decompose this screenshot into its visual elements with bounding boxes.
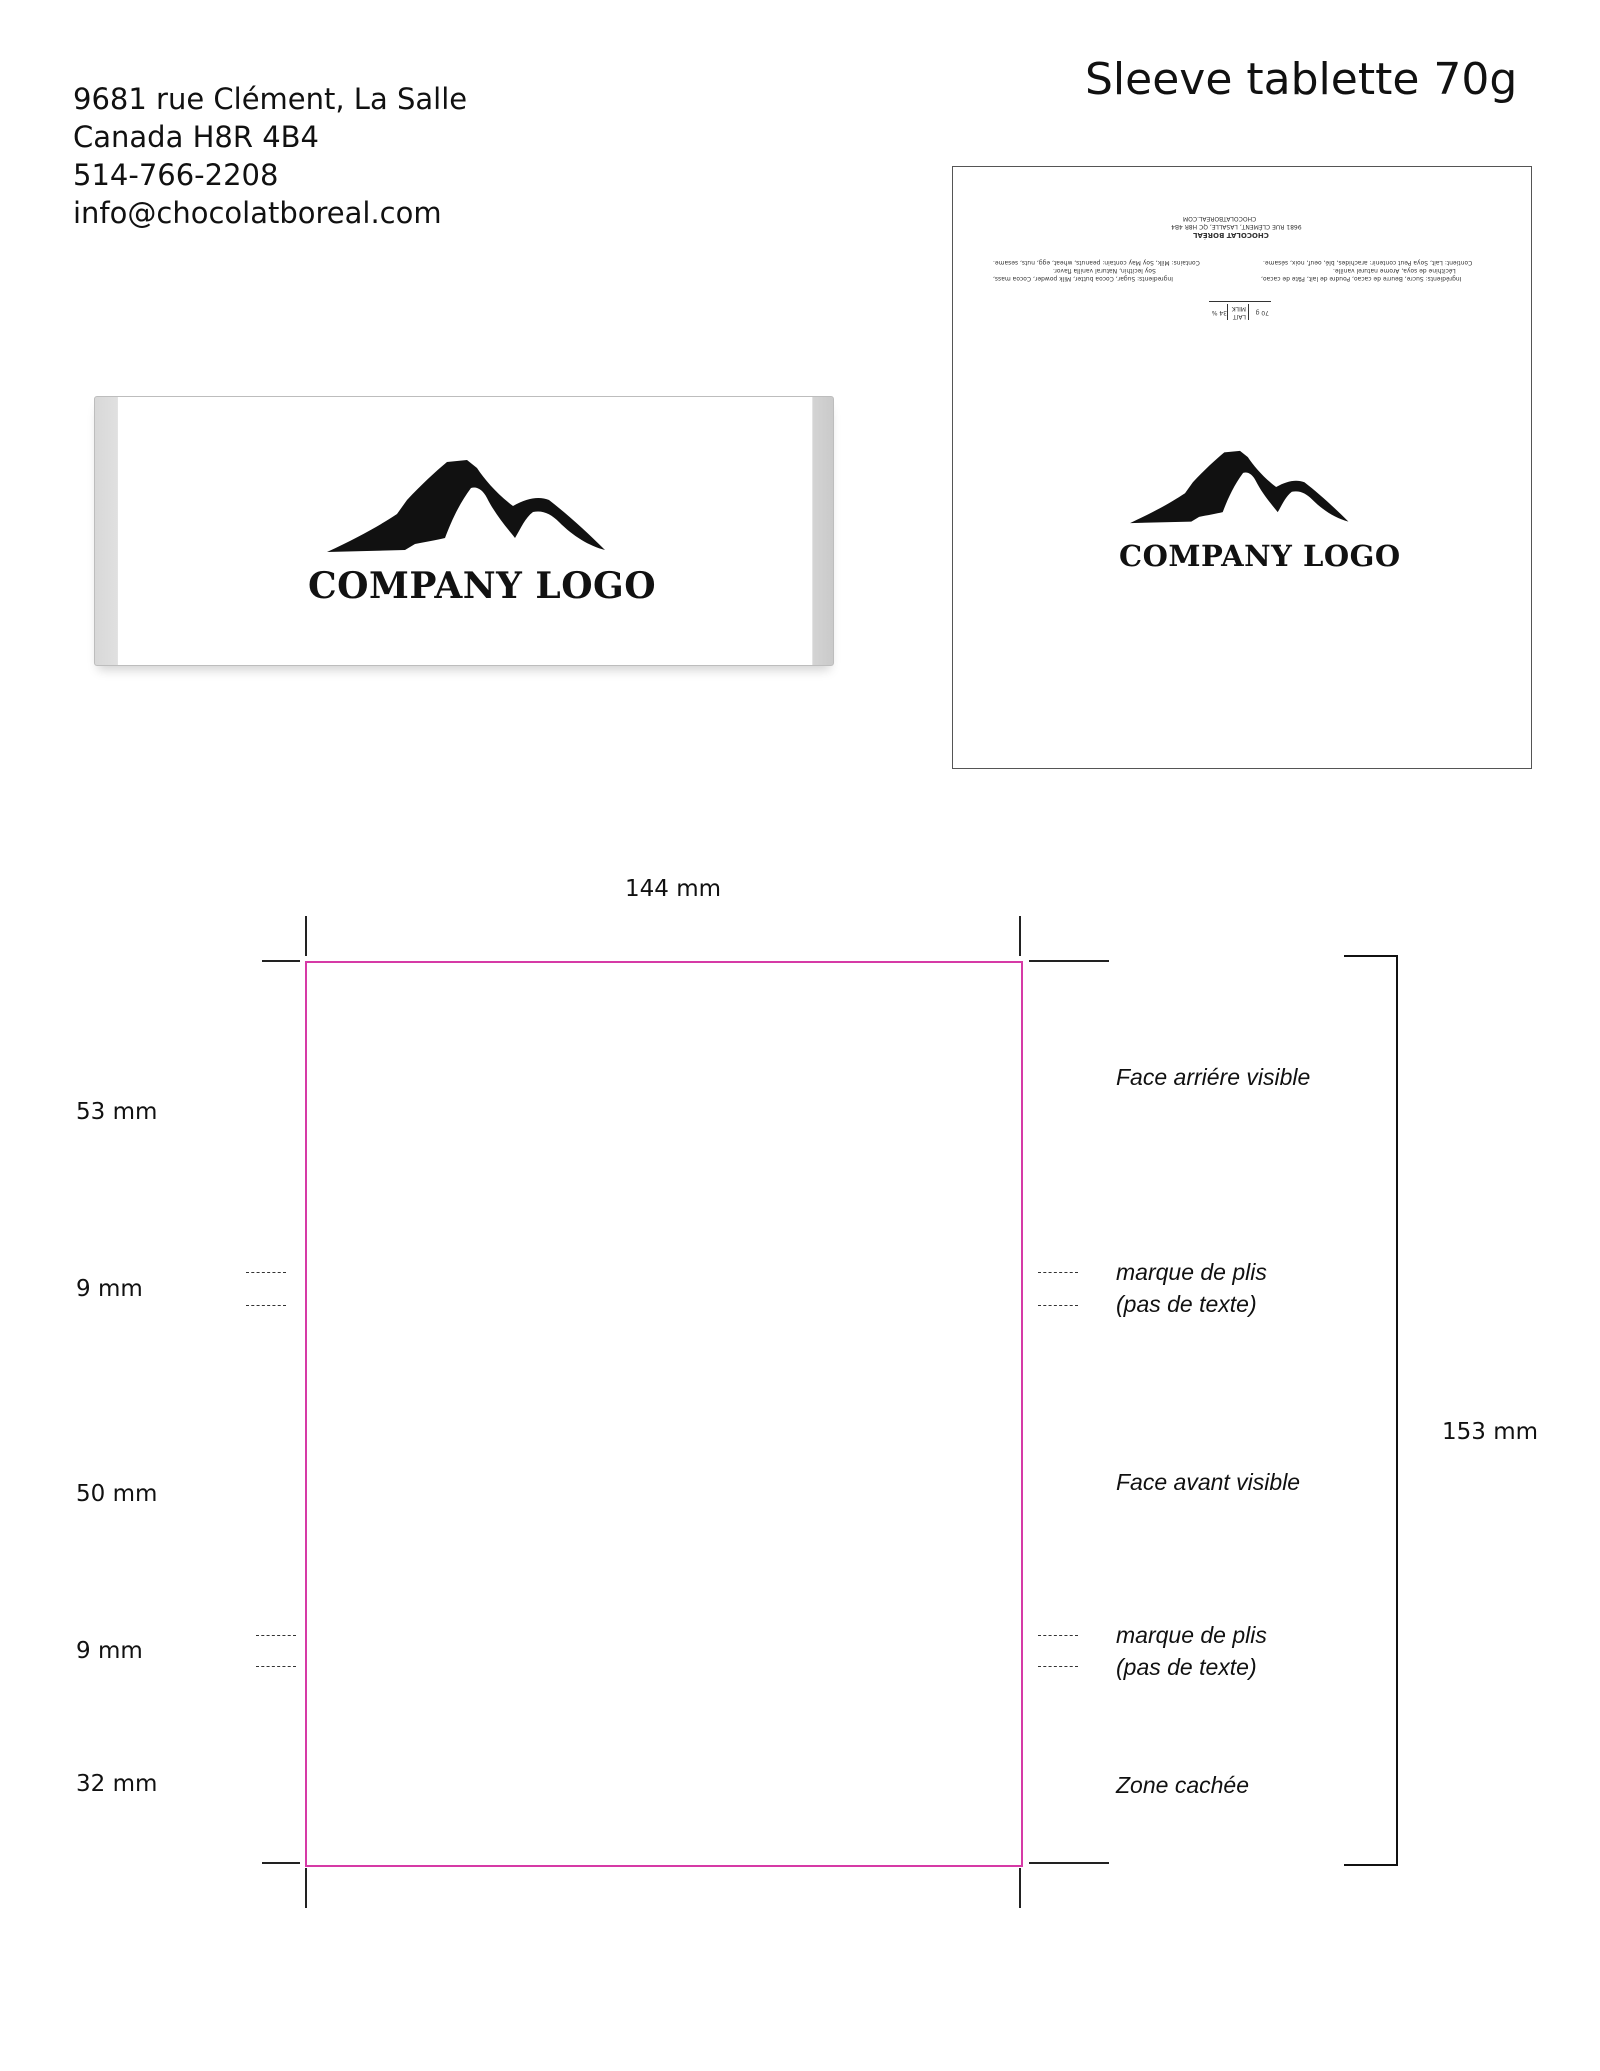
- preview-ingredients-en: Ingredients: Sugar, Cocoa butter, Milk powder, Cocoa mass,: [993, 275, 1174, 282]
- logo-text: COMPANY LOGO: [308, 565, 657, 607]
- section-4-dimension: 9 mm: [76, 1638, 143, 1664]
- section-3-dimension: 50 mm: [76, 1481, 158, 1507]
- mountain-icon: [1130, 449, 1350, 525]
- preview-company-name: CHOCOLAT BORÉAL: [1193, 231, 1269, 239]
- preview-contains-fr: Contient: Lait, Soya Peut contenir: arachides, blé, oeuf, noix, sésame.: [1263, 259, 1473, 266]
- note-front-face: Face avant visible: [1116, 1469, 1301, 1495]
- preview-ingredients-fr: Ingrédients: Sucre, Beurre de cacao, Poudre de lait, Pâte de cacao,: [1261, 275, 1462, 282]
- crop-mark: [262, 1862, 300, 1864]
- preview-contains-en: Contains: Milk, Soy May contain: peanuts, wheat, egg, nuts, sesame.: [993, 259, 1200, 266]
- fold-mark: [256, 1635, 296, 1636]
- crop-mark: [305, 916, 307, 956]
- crop-mark: [1019, 916, 1021, 956]
- section-1-dimension: 53 mm: [76, 1099, 158, 1125]
- logo-text: COMPANY LOGO: [1119, 539, 1401, 573]
- note-fold-2-line-1: marque de plis: [1116, 1622, 1267, 1648]
- address-line-1: 9681 rue Clément, La Salle: [73, 82, 468, 116]
- sheet-title: Sleeve tablette 70g: [1085, 54, 1518, 105]
- email-address: info@chocolatboreal.com: [73, 196, 442, 230]
- crop-mark: [1029, 960, 1109, 962]
- fold-mark: [246, 1305, 286, 1306]
- mountain-icon: [327, 458, 607, 554]
- fold-mark: [246, 1272, 286, 1273]
- crop-mark: [262, 960, 300, 962]
- fold-mark: [1038, 1666, 1078, 1667]
- contact-block: [73, 80, 467, 232]
- preview-ingredients-fr-2: Lécithine de soya, Arome naturel vanille.: [1333, 267, 1456, 274]
- fold-mark: [1038, 1635, 1078, 1636]
- crop-mark: [305, 1868, 307, 1908]
- height-bracket: [1344, 955, 1398, 1866]
- note-fold-1-line-1: marque de plis: [1116, 1259, 1267, 1285]
- preview-website: CHOCOLATBOREAL.COM: [1183, 215, 1257, 222]
- chocolate-bar-mockup: [94, 396, 834, 666]
- sleeve-preview: [952, 166, 1532, 769]
- phone-number: 514-766-2208: [73, 158, 279, 192]
- fold-mark: [256, 1666, 296, 1667]
- preview-ingredients-en-2: Soy lecithin, Natural vanilla flavor.: [1053, 267, 1156, 274]
- width-label: 144 mm: [625, 876, 722, 902]
- note-fold-1-line-2: (pas de texte): [1116, 1291, 1257, 1317]
- fold-mark: [1038, 1272, 1078, 1273]
- note-hidden-zone: Zone cachée: [1116, 1772, 1249, 1798]
- height-label: 153 mm: [1442, 1419, 1539, 1445]
- preview-company-address: 9681 RUE CLÉMENT, LASALLE, QC H8R 4B4: [1171, 223, 1302, 230]
- note-fold-2-line-2: (pas de texte): [1116, 1654, 1257, 1680]
- note-back-face: Face arriére visible: [1116, 1064, 1311, 1090]
- fold-mark: [1038, 1305, 1078, 1306]
- dieline: [305, 961, 1023, 1867]
- section-5-dimension: 32 mm: [76, 1771, 158, 1797]
- address-line-2: Canada H8R 4B4: [73, 120, 319, 154]
- bar-sleeve: [117, 397, 813, 665]
- crop-mark: [1019, 1868, 1021, 1908]
- preview-info-table: 70 g LAIT MILK 34 %: [1209, 301, 1271, 320]
- crop-mark: [1029, 1862, 1109, 1864]
- section-2-dimension: 9 mm: [76, 1276, 143, 1302]
